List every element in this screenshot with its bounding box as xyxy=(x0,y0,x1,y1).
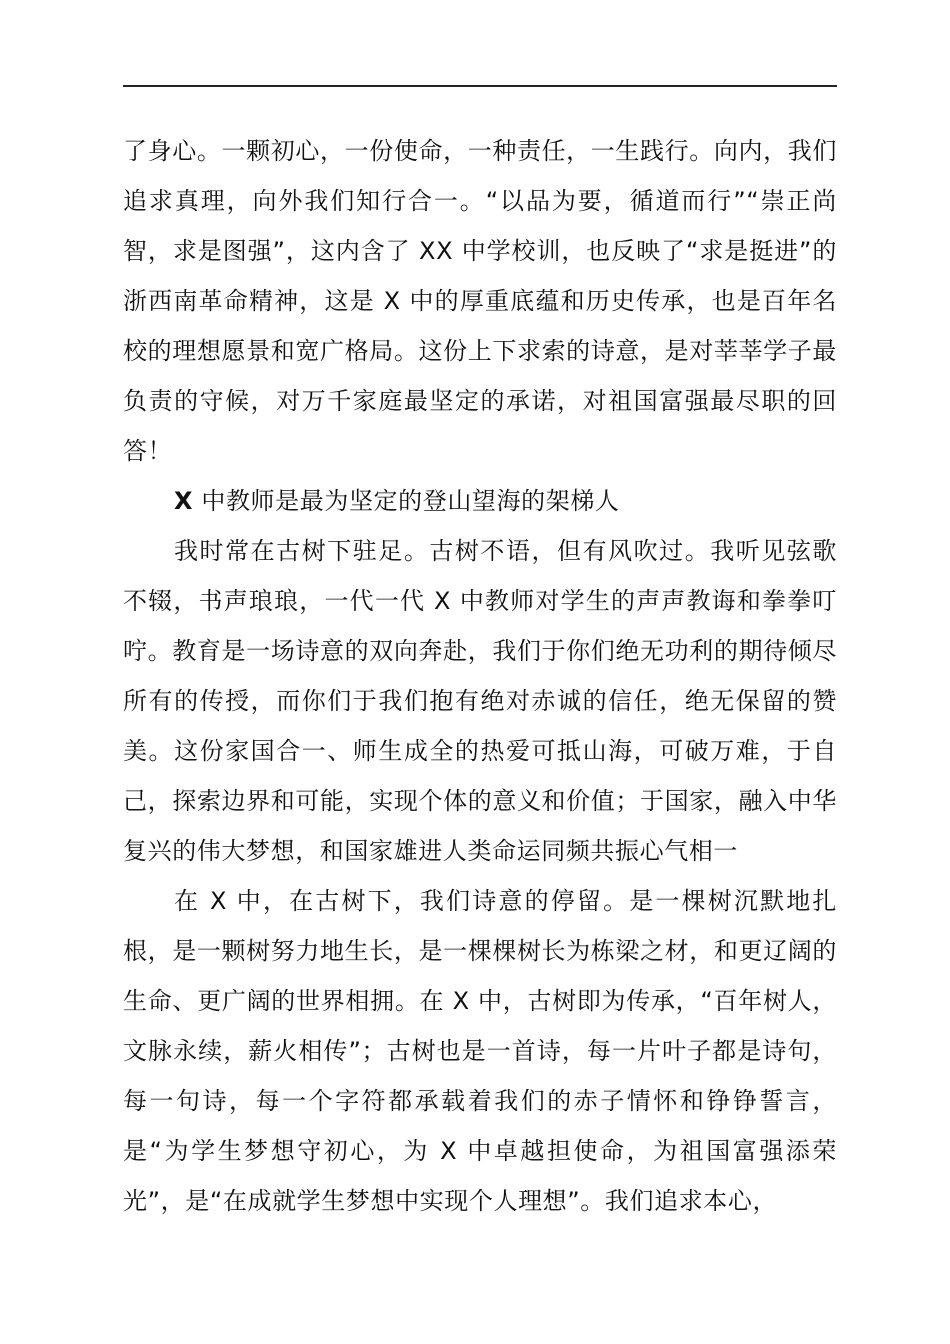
paragraph-3: 在 X 中，在古树下，我们诗意的停留。是一棵树沉默地扎根，是一颗树努力地生长，是一棵棵树长为栋梁之材，和更辽阔的生命、更广阔的世界相拥。在 X 中，古树即为传承，“百年树人，文脉永续，薪火相传”；古树也是一首诗，每一片叶子都是诗句，每一句诗，每一个字符都承载着我们的赤子情怀和铮铮誓言，是“为学生梦想守初心，为 X 中卓越担使命，为祖国富强添荣光”，是“在成就学生梦想中实现个人理想”。我们追求本心， xyxy=(123,887,837,1215)
document-body xyxy=(123,126,837,1226)
section-heading-lead: X xyxy=(174,487,194,515)
header-rule xyxy=(123,85,837,87)
section-heading-text: 中教师是最为坚定的登山望海的架梯人 xyxy=(193,487,620,515)
paragraph-1: 了身心。一颗初心，一份使命，一种责任，一生践行。向内，我们追求真理，向外我们知行合一。“以品为要，循道而行”“崇正尚智，求是图强”，这内含了 XX 中学校训，也反映了“求是挺进”的浙西南革命精神，这是 X 中的厚重底蕴和历史传承，也是百年名校的理想愿景和宽广格局。这份上下求索的诗意，是对莘莘学子最负责的守候，对万千家庭最坚定的承诺，对祖国富强最尽职的回答！ xyxy=(123,137,837,465)
section-heading xyxy=(123,476,837,526)
paragraph-2: 我时常在古树下驻足。古树不语，但有风吹过。我听见弦歌不辍，书声琅琅，一代一代 X 中教师对学生的声声教诲和拳拳叮咛。教育是一场诗意的双向奔赴，我们于你们绝无功利的期待倾尽所有的传授，而你们于我们抱有绝对赤诚的信任，绝无保留的赞美。这份家国合一、师生成全的热爱可抵山海，可破万难，于自己，探索边界和可能，实现个体的意义和价值；于国家，融入中华复兴的伟大梦想，和国家雄进人类命运同频共振心气相一 xyxy=(123,537,837,865)
